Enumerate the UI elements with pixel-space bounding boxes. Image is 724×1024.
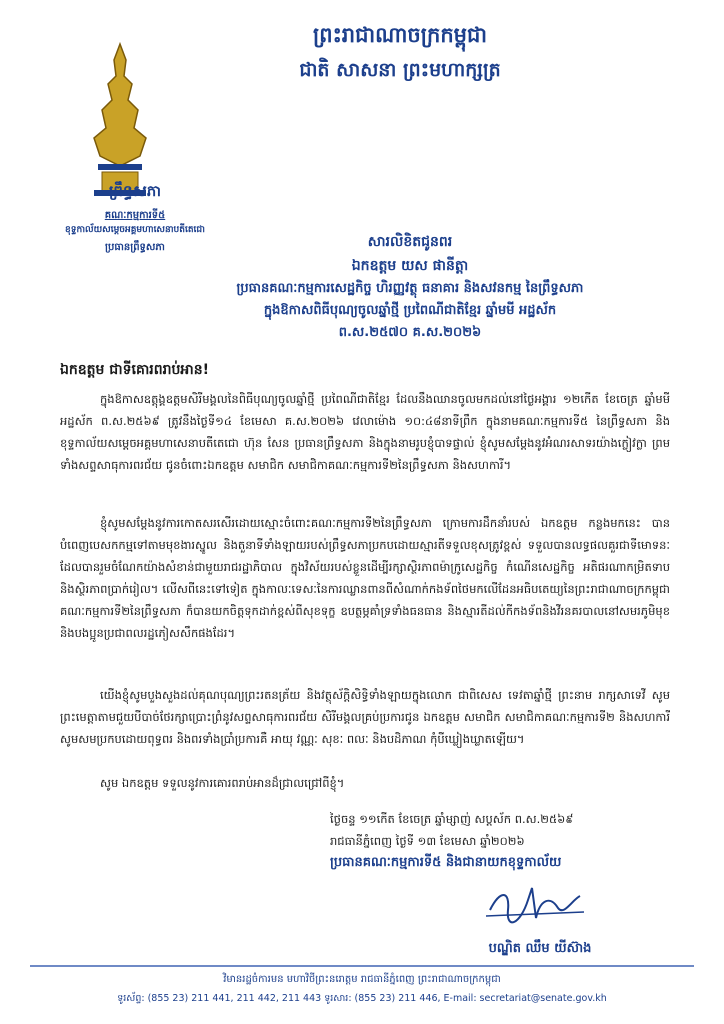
lunar-date: ថ្ងៃចន្ទ ១១កើត ខែចេត្រ ឆ្នាំម្សាញ់ សប្តស័ក ព.ស.២៥៦៩ (330, 812, 574, 826)
occasion: ក្នុងឱកាសពិធីបុណ្យចូលឆ្នាំថ្មី ប្រពៃណីជាតិខ្មែរ ឆ្នាំមមី អដ្ឋស័ក (263, 303, 557, 318)
footer-divider (30, 965, 694, 967)
commission-name: គណៈកម្មការទី៥ (104, 210, 166, 221)
signature-icon (480, 880, 590, 930)
signer-name: បណ្ឌិត ឈឹម យីស៊ាង (488, 941, 592, 956)
closing-paragraph: សូម ឯកឧត្តម ទទួលនូវការគោរពរាប់អានដ៏ជ្រាលជ្រៅពីខ្ញុំ។ (100, 776, 345, 790)
national-motto: ជាតិ សាសនា ព្រះមហាក្សត្រ (299, 59, 501, 81)
solar-date: រាជធានីភ្នំពេញ ថ្ងៃទី ១៣ ខែមេសា ឆ្នាំ២០២៦ (330, 834, 525, 848)
recipient-name: ឯកឧត្តម យស ផានីត្តា (351, 258, 469, 274)
footer-address: វិមានរដ្ឋចំការមន មហាវិថីព្រះនរោត្តម រាជធានីភ្នំពេញ ព្រះរាជាណាចក្រកម្ពុជា (223, 974, 501, 985)
salutation: ឯកឧត្តម ជាទីគោរពរាប់អាន! (60, 362, 210, 378)
paragraph-3: យើងខ្ញុំសូមបួងសួងដល់គុណបុណ្យព្រះរតនត្រ័យ និងវត្ថុស័ក្តិសិទ្ធិទាំងឡាយក្នុងលោក ជាពិសេស ទេវតាឆ្នាំថ្មី ព្រះនាម រាក្សសាទេវី សូមព្រះមេត្តាតាមជួយបីបាច់ថែរក្សាប្រោះព្រំនូវសព្ទសាធុការពរជ័យ សិរីមង្គលគ្រប់ប្រការជូន ឯកឧត្តម សមាជិក សមាជិកាគណៈកម្មការទី២ និងសហការី សូមសមប្រកបដោយពុទ្ធពរ និងពរទាំងប្រាំប្រការគឺ អាយុ វណ្ណៈ សុខៈ ពលៈ និងបដិភាណ កុំបីឃ្លៀងឃ្លាតឡើយ។ (60, 688, 670, 746)
occasion-year: ព.ស.២៥៧០ គ.ស.២០២៦ (338, 325, 482, 340)
senate-seal-icon (80, 40, 160, 200)
kingdom-heading: ព្រះរាជាណាចក្រកម្ពុជា (312, 23, 487, 47)
footer-contact: ទូរស័ព្ទ: (855 23) 211 441, 211 442, 211 443 ទូរសារ: (855 23) 211 446, E-mail: secretariat@senate.gov.kh (117, 993, 607, 1004)
letter-type: សារលិខិតជូនពរ (367, 234, 453, 250)
senate-name: ព្រឹទ្ធសភា (108, 182, 162, 200)
paragraph-2: ខ្ញុំសូមសម្តែងនូវការកោតសរសើរដោយស្មោះចំពោះគណៈកម្មការទី២នៃព្រឹទ្ធសភា ក្រោមការដឹកនាំរបស់ ឯកឧត្តម កន្លងមកនេះ បានបំពេញបេសកកម្មទៅតាមមុខងារស្នូល និងតួនាទីទាំងឡាយរបស់ព្រឹទ្ធសភាប្រកបដោយស្មារតីទទួលខុសត្រូវខ្ពស់ ទទួលបានលទ្ធផលគួរជាទីមោទនៈដែលបានរួមចំណែកយ៉ាងសំខាន់ជាមួយរាជរដ្ឋាភិបាល ក្នុងវិស័យរបស់ខ្លួនដើម្បីរក្សាស្ថិរភាពម៉ាក្រូសេដ្ឋកិច្ច កំណើនសេដ្ឋកិច្ច អតិផរណាកម្រិតទាប និងស្ថិរភាពប្រាក់រៀល។ លើសពីនេះទៅទៀត ក្នុងកាលៈទេសៈនៃការឈ្លានពានពីសំណាក់កងទ័ពថៃមកលើដែនអធិបតេយ្យនៃព្រះរាជាណាចក្រកម្ពុជា គណៈកម្មការទី២នៃព្រឹទ្ធសភា ក៏បានយកចិត្តទុកដាក់ខ្ពស់ពីសុខទុក្ខ ឧបត្ថម្ភគាំទ្រទាំងធនធាន និងស្មារតីដល់កីកងទ័ពនិងវីរនគរបាលនៅសមរភូមិមុខ និងបងប្អូនប្រជាពលរដ្ឋភៀសសឹកផងដែរ។ (60, 516, 670, 640)
paragraph-1: ក្នុងឱកាសឧត្តុង្គឧត្តមសិរីមង្គលនៃពិធីបុណ្យចូលឆ្នាំថ្មី ប្រពៃណីជាតិខ្មែរ ដែលនឹងឈានចូលមកដល់នៅថ្ងៃអង្គារ ១២កើត ខែចេត្រ ឆ្នាំមមី អដ្ឋស័ក ព.ស.២៥៦៩ ត្រូវនឹងថ្ងៃទី១៤ ខែមេសា គ.ស.២០២៦ វេលាម៉ោង ១០:៤៨នាទីព្រឹក ក្នុងនាមគណៈកម្មការទី៥ នៃព្រឹទ្ធសភា និងខុទ្ទកាល័យសម្តេចអគ្គមហាសេនាបតីតេជោ ហ៊ុន សែន ប្រធានព្រឹទ្ធសភា និងក្នុងនាមរូបខ្ញុំបាទផ្ទាល់ ខ្ញុំសូមសម្តែងនូវអំណរសាទរយ៉ាងក្លៀវក្លា ព្រមទាំងសព្ទសាធុការពរជ័យ ជូនចំពោះឯកឧត្តម សមាជិក សមាជិកាគណៈកម្មការទី២នៃព្រឹទ្ធសភា និងសហការី។ (60, 392, 670, 472)
president-title: ប្រធានព្រឹទ្ធសភា (105, 242, 165, 253)
recipient-position: ប្រធានគណៈកម្មការសេដ្ឋកិច្ច ហិរញ្ញវត្ថុ ធនាគារ និងសវនកម្ម នៃព្រឹទ្ធសភា (236, 281, 584, 296)
office-name: ខុទ្ទកាល័យសម្តេចអគ្គមហាសេនាបតីតេជោ (65, 225, 205, 235)
signer-title: ប្រធានគណៈកម្មការទី៥ និងជានាយកខុទ្ទកាល័យ (330, 855, 562, 870)
